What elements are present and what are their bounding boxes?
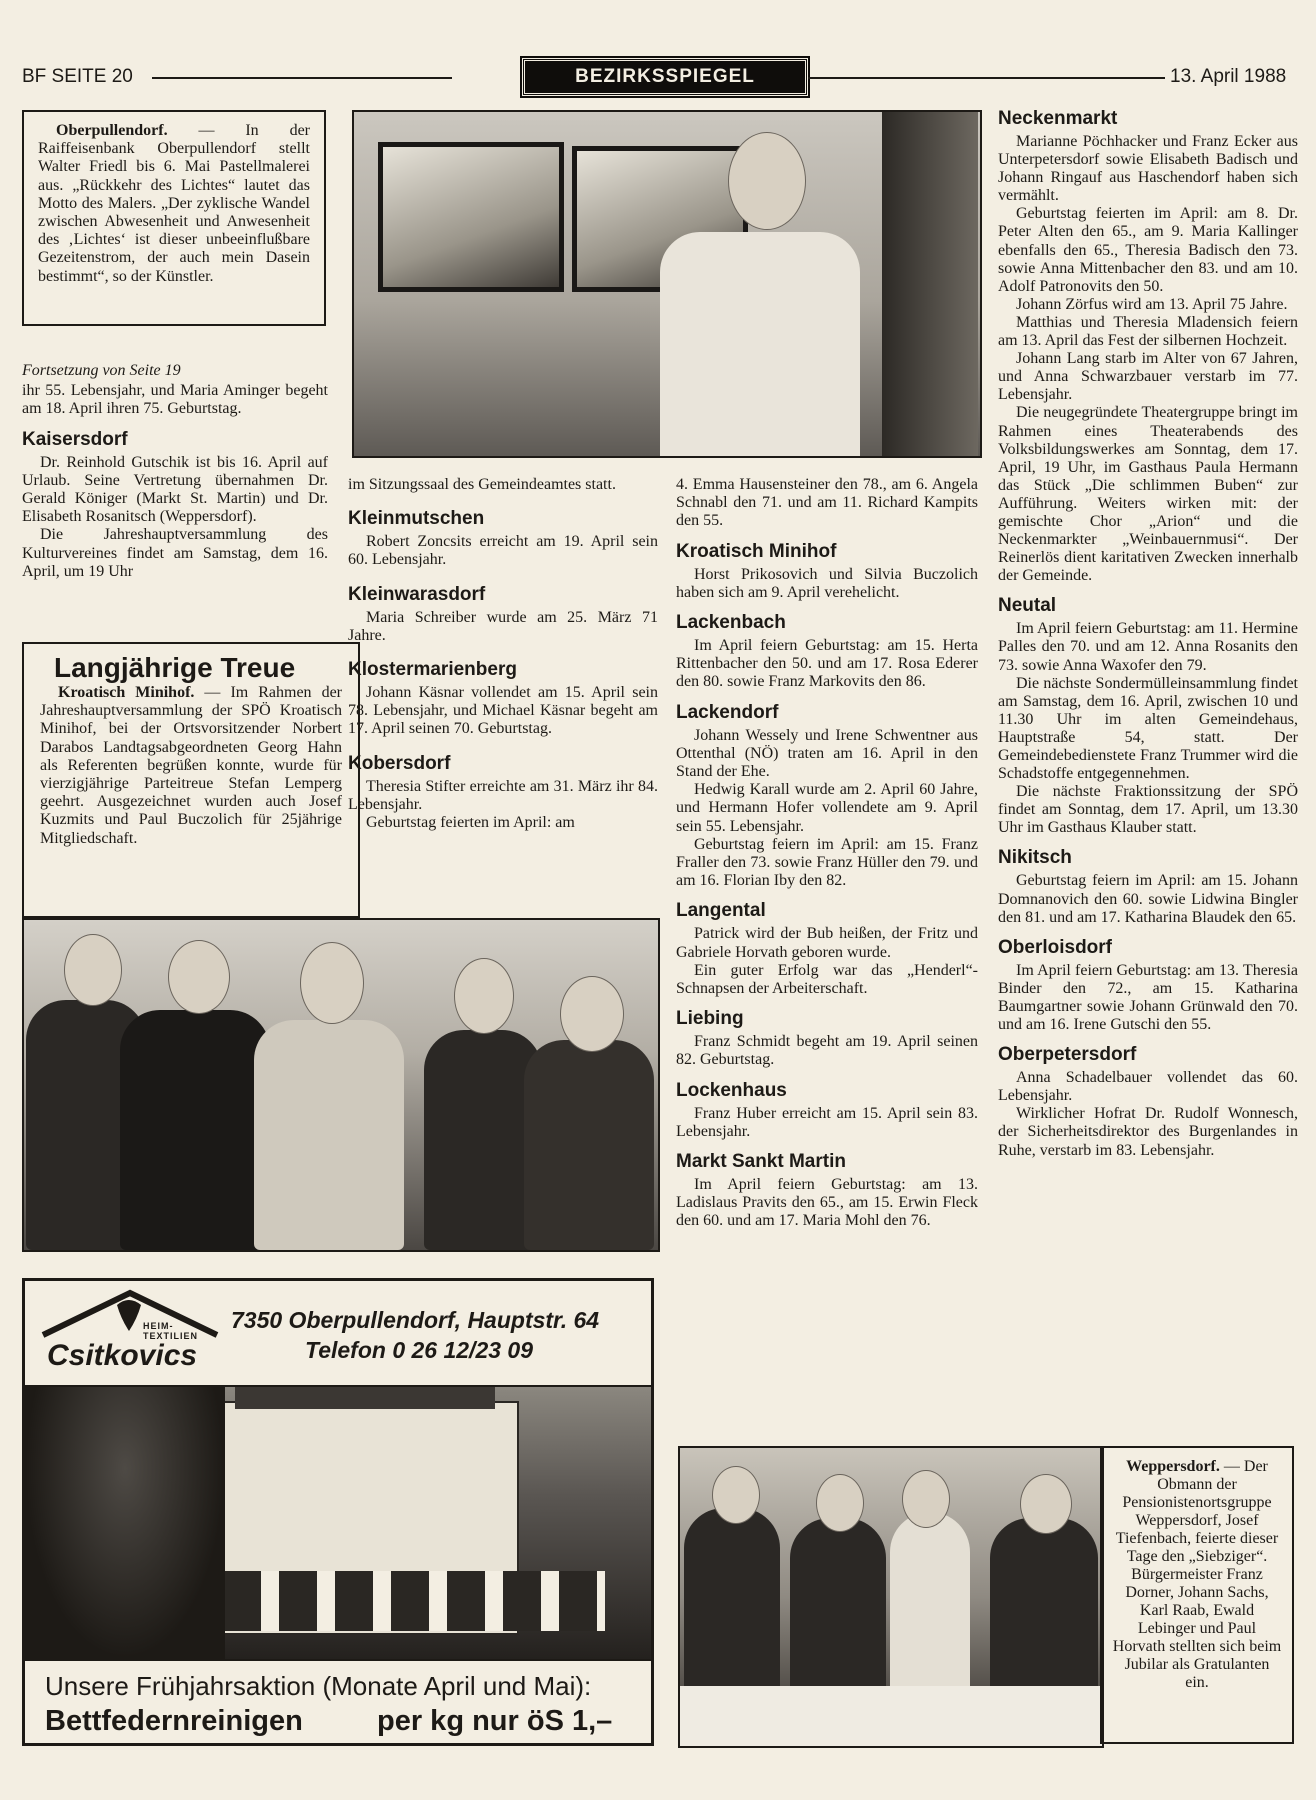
oberpetersdorf-p2: Wirklicher Hofrat Dr. Rudolf Wonnesch, der Sicherheitsdirektor des Burgenlandes in Ruhe, verstarb im 83. Lebensjahr. — [998, 1105, 1298, 1159]
col2-lead: im Sitzungssaal des Gemeindeamtes statt. — [348, 476, 616, 493]
heading-neutal: Neutal — [998, 595, 1057, 617]
kleinmutschen-text: Robert Zoncsits erreicht am 19. April sein 60. Lebensjahr. — [348, 533, 658, 569]
table — [680, 1686, 1102, 1746]
kleinwarasdorf-text: Maria Schreiber wurde am 25. März 71 Jahre. — [348, 608, 658, 644]
column-3 — [676, 476, 978, 1231]
person-5 — [524, 1040, 654, 1250]
heading-oberloisdorf: Oberloisdorf — [998, 936, 1113, 958]
neutal-p3: Die nächste Fraktionssitzung der SPÖ findet am Sonntag, dem 17. April, um 13.30 Uhr im Gasthaus Klauber statt. — [998, 783, 1298, 837]
heading-neckenmarkt: Neckenmarkt — [998, 108, 1118, 129]
header-rule-right — [808, 77, 1165, 79]
artist-figure — [660, 232, 860, 458]
man-4-head — [1020, 1474, 1072, 1534]
heading-markt-sankt-martin: Markt Sankt Martin — [676, 1151, 846, 1173]
artist-head — [728, 132, 806, 230]
page-date: 13. April 1988 — [1170, 66, 1287, 87]
man-3-head — [902, 1470, 950, 1528]
ad-address: 7350 Oberpullendorf, Hauptstr. 64 — [231, 1307, 600, 1333]
group-photo-minihof — [22, 918, 660, 1252]
csitkovics-ad — [22, 1278, 654, 1746]
neckenmarkt-p4: Matthias und Theresia Mladensich feiern am 13. April das Fest der silbernen Hochzeit. — [998, 313, 1298, 350]
intro-box — [22, 110, 326, 326]
klostermarienberg-text: Johann Käsnar vollendet am 15. April sein 78. Lebensjahr, und Michael Käsnar begeht am 17. April seinen 70. Geburtstag. — [348, 684, 658, 738]
ad-promo: Unsere Frühjahrsaktion (Monate April und Mai): — [45, 1671, 592, 1701]
person-5-head — [560, 976, 624, 1052]
oberloisdorf-text: Im April feiern Geburtstag: am 13. Theresia Binder den 72., am 15. Katharina Baumgartner sowie Johann Grünwald den 70. und am 16. Irene Gutschi den 55. — [998, 961, 1298, 1034]
heading-kobersdorf: Kobersdorf — [348, 752, 451, 774]
person-1-head — [64, 934, 122, 1006]
neckenmarkt-p5: Johann Lang starb im Alter von 67 Jahren, und Anna Schwarzbauer verstarb im 77. Lebensjahr. — [998, 350, 1298, 404]
building-arcade — [205, 1571, 605, 1631]
heading-kaisersdorf: Kaisersdorf — [22, 428, 128, 450]
continuation-text: ihr 55. Lebensjahr, und Maria Aminger begeht am 18. April ihren 75. Geburtstag. — [22, 382, 328, 418]
heading-langental: Langental — [676, 900, 766, 922]
person-3-head — [300, 942, 364, 1024]
ad-offer-left: Bettfedernreinigen — [45, 1705, 303, 1737]
heading-kroatisch-minihof: Kroatisch Minihof — [676, 540, 837, 562]
column-1 — [22, 362, 328, 581]
ad-phone: Telefon 0 26 12/23 09 — [305, 1337, 534, 1363]
man-2-head — [816, 1474, 864, 1532]
intro-text — [38, 122, 310, 286]
neutal-p2: Die nächste Sondermülleinsammlung findet am Samstag, dem 16. April, zwischen 10 und 11.30 Uhr im alten Gemeindehaus, Hauptstraße 54, statt. Der Gemeindebedienstete Franz Trummer wird die Schadstoffe entgegennehmen. — [998, 674, 1298, 783]
person-4-head — [454, 958, 514, 1034]
weppersdorf-caption-box — [1100, 1446, 1294, 1744]
continuation-note: Fortsetzung von Seite 19 — [22, 362, 181, 379]
langental-p1: Patrick wird der Bub heißen, der Fritz und Gabriele Horvath geboren wurde. — [676, 925, 978, 961]
store-building-photo — [25, 1385, 651, 1661]
intro-lead: Oberpullendorf. — [56, 122, 168, 139]
door-frame — [882, 112, 978, 456]
marktsm-text: Im April feiern Geburtstag: am 13. Ladislaus Pravits den 65., am 15. Erwin Fleck den 60. und am 17. Maria Mohl den 76. — [676, 1176, 978, 1230]
treue-lead: Kroatisch Minihof. — [58, 684, 195, 701]
trees-left — [25, 1387, 225, 1659]
heading-lockenhaus: Lockenhaus — [676, 1079, 787, 1101]
weppersdorf-lead: Weppersdorf. — [1126, 1458, 1220, 1475]
oberpetersdorf-p1: Anna Schadelbauer vollendet das 60. Lebensjahr. — [998, 1069, 1298, 1105]
heading-klostermarienberg: Klostermarienberg — [348, 659, 517, 681]
lackendorf-p2: Hedwig Karall wurde am 2. April 60 Jahre, und Hermann Hofer vollendete am 9. April sein 55. Lebensjahr. — [676, 781, 978, 835]
neckenmarkt-p6: Die neugegründete Theatergruppe bringt im Rahmen eines Theaterabends des Volksbildungswerkes am Sonntag, dem 17. April, 19 Uhr, im Gasthaus Paula Hermann das Stück „Die schlimmen Buben“ zur Aufführung. Weiters wirken mit: der gemischte Chor „Arion“ und die Neckenmarkter „Weinbauernmusi“. Der Reinerlös dient karitativen Zwecken innerhalb der Gemeinde. — [998, 404, 1298, 585]
kroatisch-text: Horst Prikosovich und Silvia Buczolich haben sich am 9. April verehelicht. — [676, 565, 978, 601]
col3-lead: 4. Emma Hausensteiner den 78., am 6. Angela Schnabl den 71. und am 11. Richard Kampits den 55. — [676, 476, 978, 530]
column-2 — [348, 476, 658, 832]
section-title: BEZIRKSSPIEGEL — [575, 66, 755, 87]
intro-body: — In der Raiffeisenbank Oberpullendorf stellt Walter Friedl bis 6. Mai Pastellmalerei aus. „Rückkehr des Lichtes“ lautet das Motto des Malers. „Der zyklische Wandel zwischen Abwesenheit und Anwesenheit des ‚Lichtes‘ ist dieser unbeeinflußbare Gezeitenstrom, der auch mein Dasein bestimmt“, so der Künstler. — [38, 122, 310, 285]
painting-left — [378, 142, 564, 292]
person-3 — [254, 1020, 404, 1250]
weppersdorf-text: — Der Obmann der Pensionistenortsgruppe Weppersdorf, Josef Tiefenbach, feierte dieser Tage den „Siebziger“. Bürgermeister Franz Dorner, Johann Sachs, Karl Raab, Ewald Lebinger und Paul Horvath stellten sich beim Jubilar als Gratulanten ein. — [1112, 1458, 1282, 1691]
ad-offer-right: per kg nur öS 1,– — [377, 1705, 613, 1737]
treue-text — [40, 684, 342, 848]
person-2 — [120, 1010, 270, 1250]
lackendorf-p1: Johann Wessely und Irene Schwentner aus Ottenthal (NÖ) traten am 16. April in den Stand der Ehe. — [676, 726, 978, 781]
kobersdorf-p1: Theresia Stifter erreichte am 31. März ihr 84. Lebensjahr. — [348, 777, 658, 813]
page-label: BF SEITE 20 — [22, 66, 133, 87]
column-4 — [998, 108, 1298, 1160]
treue-body: — Im Rahmen der Jahreshauptversammlung der SPÖ Kroatisch Minihof, bei der Ortsvorsitzender Norbert Darabos Landtagsabgeordneten Georg Hahn als Referenten begrüßen konnte, wurde für vierzigjährige Parteitreue Stefan Lemperg geehrt. Ausgezeichnet wurden auch Josef Kuzmits und Paul Buczolich für 25jährige Mitgliedschaft. — [40, 684, 343, 847]
brand-name: Csitkovics — [47, 1339, 198, 1372]
kaisersdorf-p1: Dr. Reinhold Gutschik ist bis 16. April auf Urlaub. Seine Vertretung übernahmen Dr. Gerald Königer (Markt St. Martin) und Dr. Elisabeth Rosanitsch (Weppersdorf). — [22, 453, 328, 526]
kobersdorf-p2: Geburtstag feierten im April: am — [366, 814, 575, 832]
group-photo-weppersdorf — [678, 1446, 1104, 1748]
nikitsch-text: Geburtstag feiern im April: am 15. Johann Domnanovich den 60. sowie Lidwina Bingler den 81. und am 17. Katharina Blaudek den 65. — [998, 872, 1298, 926]
lackendorf-p3: Geburtstag feiern im April: am 15. Franz Fraller den 73. sowie Franz Hüller den 79. und am 16. Florian Iby den 82. — [676, 835, 978, 890]
heading-liebing: Liebing — [676, 1008, 744, 1030]
heading-kleinwarasdorf: Kleinwarasdorf — [348, 583, 486, 605]
neckenmarkt-p2: Geburtstag feierten im April: am 8. Dr. Peter Alten den 65., am 9. Maria Kallinger ebenfalls den 65., Theresia Badisch den 73. sowie Anna Mittenbacher den 83. und am 10. Adolf Patronovits den 50. — [998, 205, 1298, 295]
heading-nikitsch: Nikitsch — [998, 847, 1072, 869]
artist-photo — [352, 110, 982, 458]
kaisersdorf-p2: Die Jahreshauptversammlung des Kulturvereines findet am Samstag, dem 16. April, um 19 Uhr — [22, 526, 328, 580]
building-roof — [235, 1387, 495, 1409]
neutal-p1: Im April feiern Geburtstag: am 11. Hermine Palles den 70. und am 12. Anna Rosanits den 73. sowie Anna Waxofer den 79. — [998, 620, 1298, 674]
heading-lackenbach: Lackenbach — [676, 612, 786, 634]
treue-box — [22, 642, 360, 918]
treue-title: Langjährige Treue — [54, 652, 296, 683]
section-banner — [522, 58, 808, 96]
heading-kleinmutschen: Kleinmutschen — [348, 508, 485, 530]
liebing-text: Franz Schmidt begeht am 19. April seinen 82. Geburtstag. — [676, 1033, 978, 1069]
man-1-head — [712, 1466, 760, 1524]
lackenbach-text: Im April feiern Geburtstag: am 15. Herta Rittenbacher den 50. und am 17. Rosa Ederer den 80. sowie Franz Markovits den 86. — [676, 637, 978, 691]
neckenmarkt-p1: Marianne Pöchhacker und Franz Ecker aus Unterpetersdorf sowie Elisabeth Badisch und Johann Ringauf aus Haschendorf haben sich vermählt. — [998, 133, 1298, 205]
langental-p2: Ein guter Erfolg war das „Henderl“-Schnapsen der Arbeiterschaft. — [676, 961, 978, 998]
lockenhaus-text: Franz Huber erreicht am 15. April sein 83. Lebensjahr. — [676, 1104, 978, 1140]
neckenmarkt-p3: Johann Zörfus wird am 13. April 75 Jahre. — [1016, 295, 1288, 313]
logo-small-text: HEIM-TEXTILIEN — [143, 1321, 199, 1341]
heading-oberpetersdorf: Oberpetersdorf — [998, 1044, 1137, 1066]
person-2-head — [168, 940, 230, 1014]
heading-lackendorf: Lackendorf — [676, 701, 779, 723]
header-rule-left — [152, 77, 452, 79]
